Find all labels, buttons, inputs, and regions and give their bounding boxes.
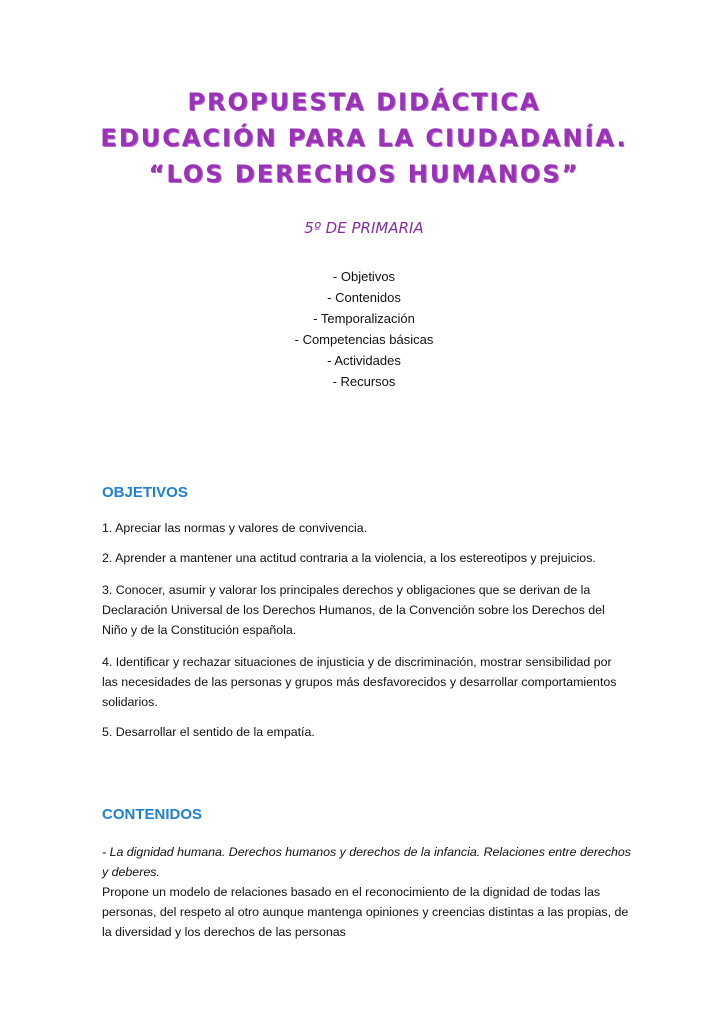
objetivo-1: 1. Apreciar las normas y valores de convivencia. [102,521,368,535]
toc-item-actividades: - Actividades [327,353,401,368]
contenidos-heading: CONTENIDOS [102,806,203,823]
document-title [0,84,728,192]
objetivo-4: 4. Identificar y rechazar situaciones de injusticia y de discriminación, mostrar sensibilidad por las necesidades de las personas y grupos más desfavorecidos y desarrollar comportamientos solidarios. [102,655,617,709]
toc-item-competencias: - Competencias básicas [294,332,434,347]
title-line-2: EDUCACIÓN PARA LA CIUDADANÍA. [100,124,628,152]
title-line-1: PROPUESTA DIDÁCTICA [187,88,541,116]
table-of-contents [0,266,728,392]
toc-item-recursos: - Recursos [332,374,396,389]
toc-item-contenidos: - Contenidos [327,290,401,305]
title-line-3: “LOS DERECHOS HUMANOS” [148,160,580,188]
objetivos-heading: OBJETIVOS [102,484,188,501]
toc-item-objetivos: - Objetivos [332,269,396,284]
objetivo-2: 2. Aprender a mantener una actitud contraria a la violencia, a los estereotipos y prejuicios. [102,551,596,565]
contenido-1-title: - La dignidad humana. Derechos humanos y derechos de la infancia. Relaciones entre derechos y deberes. [102,845,631,879]
objetivo-5: 5. Desarrollar el sentido de la empatía. [102,725,315,739]
grade-subtitle [0,219,728,237]
contenido-1-text: Propone un modelo de relaciones basado en el reconocimiento de la dignidad de todas las personas, del respeto al otro aunque mantenga opiniones y creencias distintas a las propias, de la diversidad y los derechos de las personas [102,885,629,939]
toc-item-temporalizacion: - Temporalización [313,311,415,326]
objetivo-3: 3. Conocer, asumir y valorar los principales derechos y obligaciones que se derivan de la Declaración Universal de los Derechos Humanos, de la Convención sobre los Derechos del Niño y de la Constitución española. [102,583,605,637]
grade-text: 5º DE PRIMARIA [304,219,424,237]
